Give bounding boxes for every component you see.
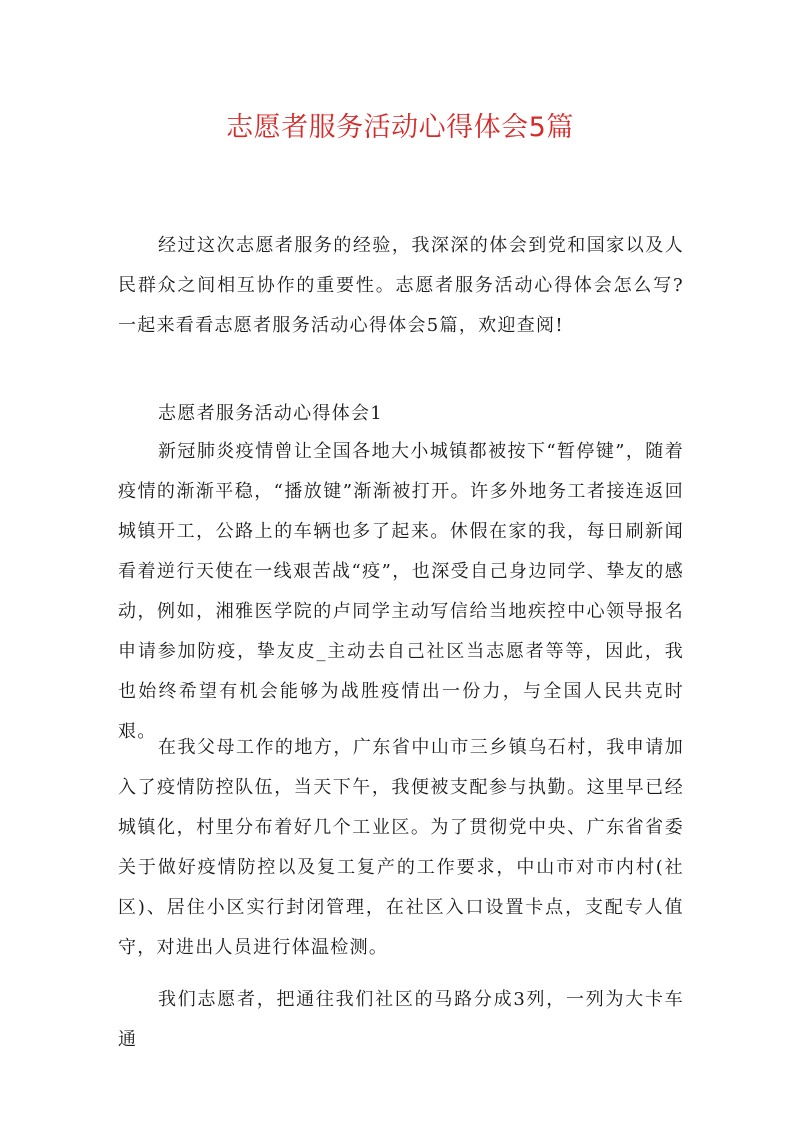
body-paragraph: 新冠肺炎疫情曾让全国各地大小城镇都被按下“暂停键”，随着疫情的渐渐平稳，“播放键”渐渐被打开。许多外地务工者接连返回城镇开工，公路上的车辆也多了起来。休假在家的我，每日刷新闻看着逆行天使在一线艰苦战“疫”，也深受自己身边同学、挚友的感动，例如，湘雅医学院的卢同学主动写信给当地疾控中心领导报名申请参加防疫，挚友皮_主动去自己社区当志愿者等等，因此，我也始终希望有机会能够为战胜疫情出一份力，与全国人民共克时艰。: [118, 441, 684, 742]
document-title: 志愿者服务活动心得体会5篇: [226, 112, 574, 143]
section-heading: 志愿者服务活动心得体会1: [158, 403, 384, 424]
body-paragraph: 我们志愿者，把通往我们社区的马路分成3列，一列为大卡车通: [118, 989, 684, 1050]
body-paragraph: 在我父母工作的地方，广东省中山市三乡镇乌石村，我申请加入了疫情防控队伍，当天下午，我便被支配参与执勤。这里早已经城镇化，村里分布着好几个工业区。为了贯彻党中央、广东省省委关于做好疫情防控以及复工复产的工作要求，中山市对市内村(社区)、居住小区实行封闭管理，在社区入口设置卡点，支配专人值守，对进出人员进行体温检测。: [118, 737, 684, 958]
intro-paragraph: 经过这次志愿者服务的经验，我深深的体会到党和国家以及人民群众之间相互协作的重要性。志愿者服务活动心得体会怎么写?一起来看看志愿者服务活动心得体会5篇，欢迎查阅!: [118, 235, 684, 336]
